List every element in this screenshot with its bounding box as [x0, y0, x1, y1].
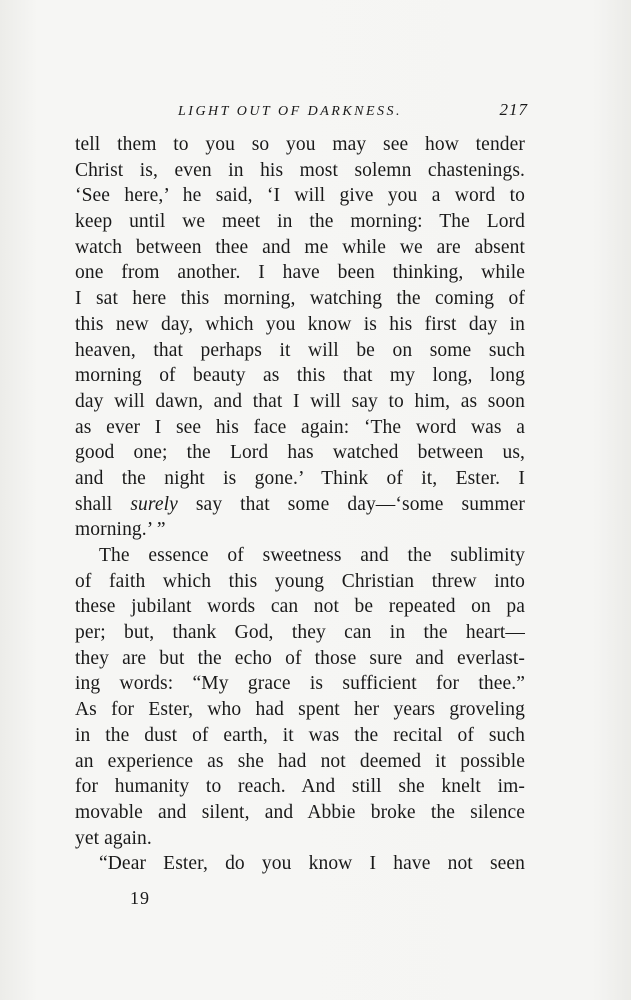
text-line [75, 132, 525, 158]
text-segment: day will dawn, and that I will say to him, as soon [75, 390, 525, 412]
text-line [75, 389, 525, 415]
text-segment: movable and silent, and Abbie broke the silence [75, 801, 525, 823]
text-line [75, 620, 525, 646]
text-line [75, 286, 525, 312]
text-line [75, 851, 525, 877]
text-line [75, 569, 525, 595]
text-line [75, 260, 525, 286]
text-segment: morning of beauty as this that my long, long [75, 365, 525, 387]
text-segment: As for Ester, who had spent her years groveling [75, 699, 525, 721]
page-number: 217 [499, 100, 528, 119]
text-segment: an experience as she had not deemed it possible [75, 750, 525, 772]
text-segment: say that some day—‘some summer [177, 493, 525, 515]
body-text [75, 132, 525, 877]
text-segment: they are but the echo of those sure and everlast- [75, 647, 525, 669]
text-line [75, 235, 525, 261]
text-line [75, 826, 525, 852]
text-line [75, 440, 525, 466]
text-segment: ing words: “My grace is sufficient for thee.” [75, 673, 525, 695]
text-segment: ‘See here,’ he said, ‘I will give you a word to [75, 185, 525, 207]
text-segment: heaven, that perhaps it will be on some such [75, 339, 525, 361]
text-segment: Christ is, even in his most solemn chastenings. [75, 159, 525, 181]
text-line [75, 543, 525, 569]
text-segment: The essence of sweetness and the sublimity [99, 545, 525, 566]
text-line [75, 158, 525, 184]
text-segment: I sat here this morning, watching the coming of [75, 288, 525, 310]
text-segment: per; but, thank God, they can in the heart— [75, 622, 525, 644]
text-segment: of faith which this young Christian threw into [75, 570, 525, 592]
text-line [75, 594, 525, 620]
text-line [75, 800, 525, 826]
text-segment: yet again. [75, 827, 152, 849]
text-line [75, 671, 525, 697]
text-segment: watch between thee and me while we are absent [75, 236, 525, 258]
text-line [75, 749, 525, 775]
text-line [75, 466, 525, 492]
running-head [178, 100, 528, 124]
text-segment: for humanity to reach. And still she knelt im- [75, 776, 525, 798]
text-line [75, 646, 525, 672]
text-line [75, 723, 525, 749]
text-line [75, 774, 525, 800]
text-segment: these jubilant words can not be repeated on pa [75, 596, 525, 618]
emphasized-word: surely [130, 493, 178, 515]
text-line [75, 183, 525, 209]
text-segment: good one; the Lord has watched between us, [75, 442, 525, 464]
running-head-title: LIGHT OUT OF DARKNESS. [178, 104, 403, 119]
text-segment: in the dust of earth, it was the recital of such [75, 724, 525, 746]
text-line [75, 415, 525, 441]
text-segment: and the night is gone.’ Think of it, Ester. I [75, 467, 525, 489]
text-line [75, 517, 525, 543]
text-segment: one from another. I have been thinking, while [75, 262, 525, 284]
text-segment: keep until we meet in the morning: The Lord [75, 211, 525, 233]
text-segment: as ever I see his face again: ‘The word was a [75, 416, 525, 438]
text-segment: morning.’ ” [75, 519, 166, 541]
text-line [75, 312, 525, 338]
text-line [75, 338, 525, 364]
text-line [75, 363, 525, 389]
text-segment: this new day, which you know is his first day in [75, 313, 525, 335]
text-segment: “Dear Ester, do you know I have not seen [99, 853, 525, 875]
text-line [75, 492, 525, 518]
signature-mark: 19 [130, 888, 150, 908]
text-line [75, 209, 525, 235]
text-segment: shall [75, 493, 131, 515]
text-segment: tell them to you so you may see how tender [75, 134, 525, 155]
text-line [75, 697, 525, 723]
